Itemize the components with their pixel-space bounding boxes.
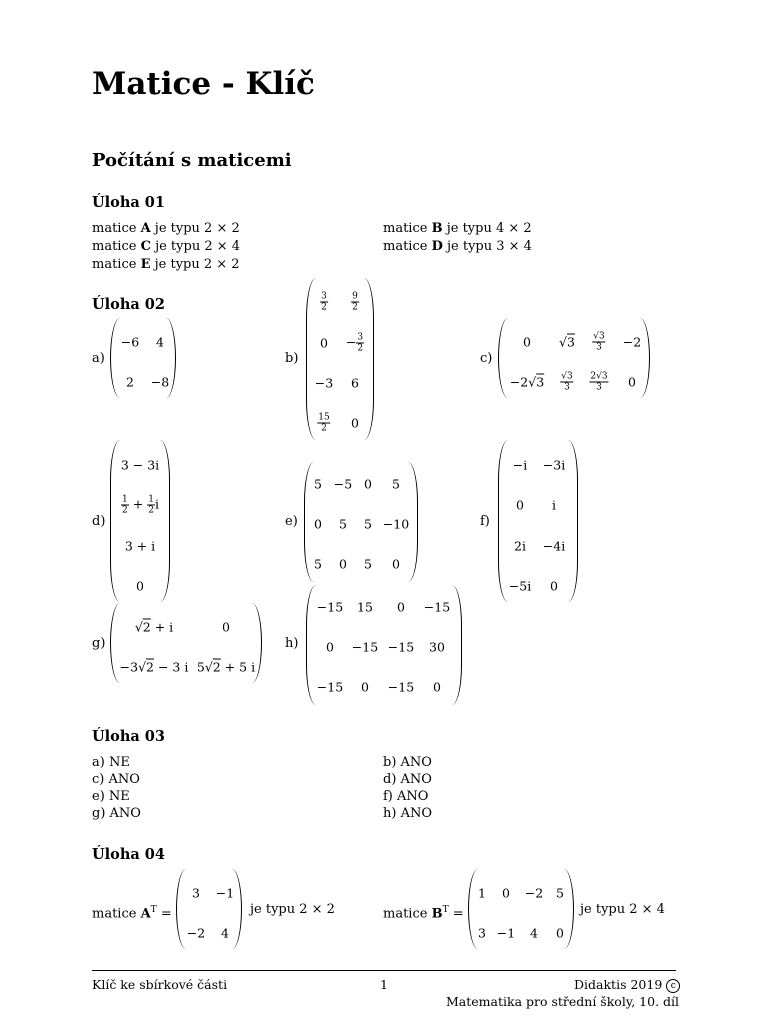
matrix-a-transpose-type: je typu 2 × 2 bbox=[250, 902, 335, 917]
task-01-item: matice D je typu 3 × 4 bbox=[383, 239, 532, 254]
footer-divider bbox=[92, 970, 676, 971]
task-01-title: Úloha 01 bbox=[92, 194, 165, 211]
footer-publisher: Didaktis 2019 c bbox=[574, 977, 680, 993]
matrix-a: −6 4 2 −8 bbox=[110, 318, 176, 398]
label-d: d) bbox=[92, 514, 106, 529]
copyright-icon: c bbox=[666, 979, 680, 993]
matrix-e: 5 −5 0 5 0 5 5 −10 5 0 5 0 bbox=[304, 462, 418, 582]
matrix-b-transpose-label: matice $B^T$ = bbox=[383, 905, 464, 922]
label-f: f) bbox=[480, 514, 490, 529]
task-01-item: matice B je typu 4 × 2 bbox=[383, 221, 532, 236]
answer: b) ANO bbox=[383, 755, 432, 770]
task-03-title: Úloha 03 bbox=[92, 728, 165, 745]
label-c: c) bbox=[480, 351, 493, 366]
task-01-item: matice E je typu 2 × 2 bbox=[92, 257, 240, 272]
matrix-b-transpose: 1 0 −2 5 3 −1 4 0 bbox=[468, 869, 574, 949]
label-h: h) bbox=[285, 636, 299, 651]
page-number: 1 bbox=[380, 977, 388, 992]
answer: a) NE bbox=[92, 755, 130, 770]
matrix-f: −i −3i 0 i 2i −4i −5i 0 bbox=[498, 440, 578, 602]
label-b: b) bbox=[285, 351, 299, 366]
task-01-item: matice A je typu 2 × 2 bbox=[92, 221, 240, 236]
matrix-a-transpose-label: matice $A^T$ = bbox=[92, 905, 172, 922]
page-title: Matice - Klíč bbox=[92, 66, 315, 102]
matrix-b-transpose-type: je typu 2 × 4 bbox=[580, 902, 665, 917]
task-01-item: matice C je typu 2 × 4 bbox=[92, 239, 241, 254]
footer-book-title: Matematika pro střední školy, 10. díl bbox=[446, 994, 680, 1009]
answer: e) NE bbox=[92, 789, 130, 804]
matrix-b: $\frac{3}{2}$ $\frac{9}{2}$ 0 − $\frac{3}{2}$ −3 6 $\frac{15}{2}$ 0 bbox=[306, 278, 374, 440]
footer-left: Klíč ke sbírkové části bbox=[92, 977, 228, 992]
section-title: Počítání s maticemi bbox=[92, 150, 292, 171]
matrix-h: −15 15 0 −15 0 −15 −15 30 −15 0 −15 0 bbox=[306, 585, 462, 705]
label-g: g) bbox=[92, 636, 106, 651]
answer: h) ANO bbox=[383, 806, 432, 821]
answer: d) ANO bbox=[383, 772, 432, 787]
matrix-c: 0 √3 $\frac{√3}{3}$ −2 −2√3 $\frac{√3}{3}$ $\frac{2√3}{3}$ 0 bbox=[498, 318, 650, 398]
answer: c) ANO bbox=[92, 772, 140, 787]
matrix-g: √2 + i 0 −3√2 − 3 i 5√2 + 5 i bbox=[110, 603, 262, 683]
label-a: a) bbox=[92, 351, 105, 366]
matrix-a-transpose: 3 −1 −2 4 bbox=[176, 869, 242, 949]
label-e: e) bbox=[285, 514, 298, 529]
task-02-title: Úloha 02 bbox=[92, 296, 165, 313]
answer: f) ANO bbox=[383, 789, 429, 804]
task-04-title: Úloha 04 bbox=[92, 846, 165, 863]
matrix-d: 3 − 3i $\frac{1}{2}$ + $\frac{1}{2}$ i 3 + i 0 bbox=[110, 440, 170, 602]
answer: g) ANO bbox=[92, 806, 141, 821]
